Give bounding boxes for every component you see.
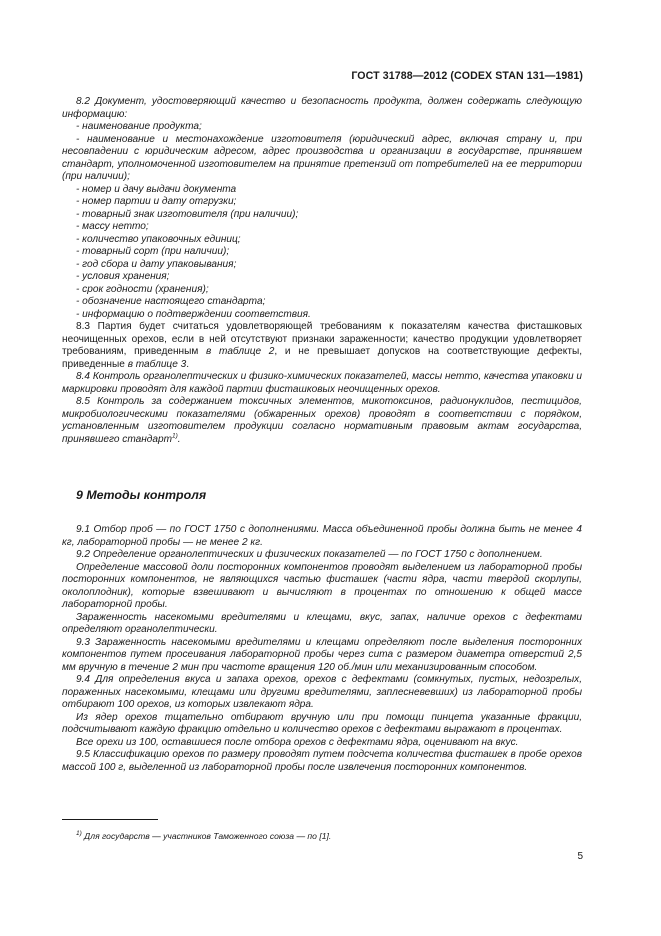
clause-8-3-text: 8.3 Партия будет считаться удовлетворяющей требованиям к показателям качества фисташковых неочищенных орехов, если в ней отсутствуют признаки зараженности; качество продукции удовлетворяет требованиям, приведенным xyxy=(62,321,582,357)
clause-9-2-para: Зараженность насекомыми вредителями и клещами, вкус, запах, наличие орехов с дефектами определяют органолептически. xyxy=(62,611,582,635)
list-item: - срок годности (хранения); xyxy=(76,284,582,297)
list-item: - обозначение настоящего стандарта; xyxy=(76,296,582,309)
footnote-divider xyxy=(62,819,158,820)
page-header: ГОСТ 31788—2012 (CODEX STAN 131—1981) xyxy=(351,70,583,82)
clause-9-2-para: Определение массовой доли посторонних компонентов проводят выделением из лабораторной пробы посторонних компонентов, не являющихся частью фисташек (части ядра, части твердой скорлупы, околоплодник), которые взвешивают и вычисляют в процентах по отношению к общей массе лабораторной пробы. xyxy=(62,561,582,610)
section-9-heading: 9 Методы контроля xyxy=(76,488,207,502)
list-item: - наименование и местонахождение изготовителя (юридический адрес, включая страну и, при несовпадении с юридическим адресом, адрес производства и организации в государстве, принявшем стандарт, уполномоченной изготовителем на принятие претензий от потребителей на ее территории (при наличии); xyxy=(62,134,582,184)
table-2-reference: в таблице 2 xyxy=(206,346,275,357)
clause-9-4: 9.4 Для определения вкуса и запаха орехов, орехов с дефектами (сомкнутых, пустых, недозрелых, пораженных насекомыми, клещами или другими вредителями, заплесневевших) из лабораторной пробы отбирают 100 орехов, из которых извлекают ядра. xyxy=(62,674,582,710)
footnote-text: Для государств — участников Таможенного союза — по [1]. xyxy=(81,830,332,841)
list-item: - номер партии и дату отгрузки; xyxy=(76,196,582,209)
clause-8-3 xyxy=(62,321,582,371)
clause-8-4: 8.4 Контроль органолептических и физико-химических показателей, массы нетто, качества упаковки и маркировки проводят для каждой партии фисташковых неочищенных орехов. xyxy=(62,371,582,395)
clause-8-2-list xyxy=(62,121,582,321)
list-item: - товарный знак изготовителя (при наличии); xyxy=(76,209,582,222)
clause-8-2-intro: 8.2 Документ, удостоверяющий качество и безопасность продукта, должен содержать следующую информацию: xyxy=(62,96,582,120)
table-3-reference: в таблице 3 xyxy=(127,358,187,370)
clause-9-2: 9.2 Определение органолептических и физических показателей — по ГОСТ 1750 с дополнением. xyxy=(76,549,543,560)
clause-9-5: 9.5 Классификацию орехов по размеру проводят путем подсчета количества фисташек в пробе орехов массой 100 г, выделенной из лабораторной пробы после извлечения посторонних компонентов. xyxy=(62,749,582,773)
clause-8-3-text: , и не превышает допусков на соответствующие дефекты, приведенные xyxy=(62,346,582,370)
clause-9-4-para: Из ядер орехов тщательно отбирают вручную или при помощи пинцета указанные фракции, подсчитывают каждую фракцию отдельно и количество орехов с дефектами выражают в процентах. xyxy=(62,711,582,735)
list-item: - товарный сорт (при наличии); xyxy=(76,246,582,259)
footnote xyxy=(76,828,331,842)
clause-8-5 xyxy=(62,396,582,446)
list-item: - номер и дачу выдачи документа xyxy=(76,184,582,197)
clause-9-4-para: Все орехи из 100, оставшиеся после отбора орехов с дефектами ядра, оценивают на вкус. xyxy=(76,736,519,748)
list-item: - наименование продукта; xyxy=(76,121,582,134)
list-item: - количество упаковочных единиц; xyxy=(76,234,582,247)
clause-8-3-text: . xyxy=(186,358,190,370)
clause-8-5-end: . xyxy=(177,433,181,445)
clause-8-5-text: 8.5 Контроль за содержанием токсичных элементов, микотоксинов, радионуклидов, пестицидов, микробиологическими показателями (обжаренных орехов) проводят в соответствии с порядком, установленным изготовителем продукции согласно нормативным правовым актам государства, принявшего стандарт xyxy=(62,396,582,445)
list-item: - информацию о подтверждении соответствия. xyxy=(76,309,582,322)
page-body xyxy=(62,96,582,774)
page-number: 5 xyxy=(577,851,583,862)
footnote-marker: 1) xyxy=(76,830,82,837)
footnote-marker: 1) xyxy=(172,432,178,440)
list-item: - год сбора и дату упаковывания; xyxy=(76,259,582,272)
clause-9-1: 9.1 Отбор проб — по ГОСТ 1750 с дополнениями. Масса объединенной пробы должна быть не менее 4 кг, лабораторной пробы — не менее 2 кг. xyxy=(62,524,582,548)
list-item: - массу нетто; xyxy=(76,221,582,234)
list-item: - условия хранения; xyxy=(76,271,582,284)
clause-9-3: 9.3 Зараженность насекомыми вредителями и клещами определяют после выделения посторонних компонентов путем просеивания лабораторной пробы через сита с размером диаметра отверстий 2,5 мм вручную в течение 2 мин при частоте вращения 120 об./мин или механизированным способом. xyxy=(62,636,582,673)
